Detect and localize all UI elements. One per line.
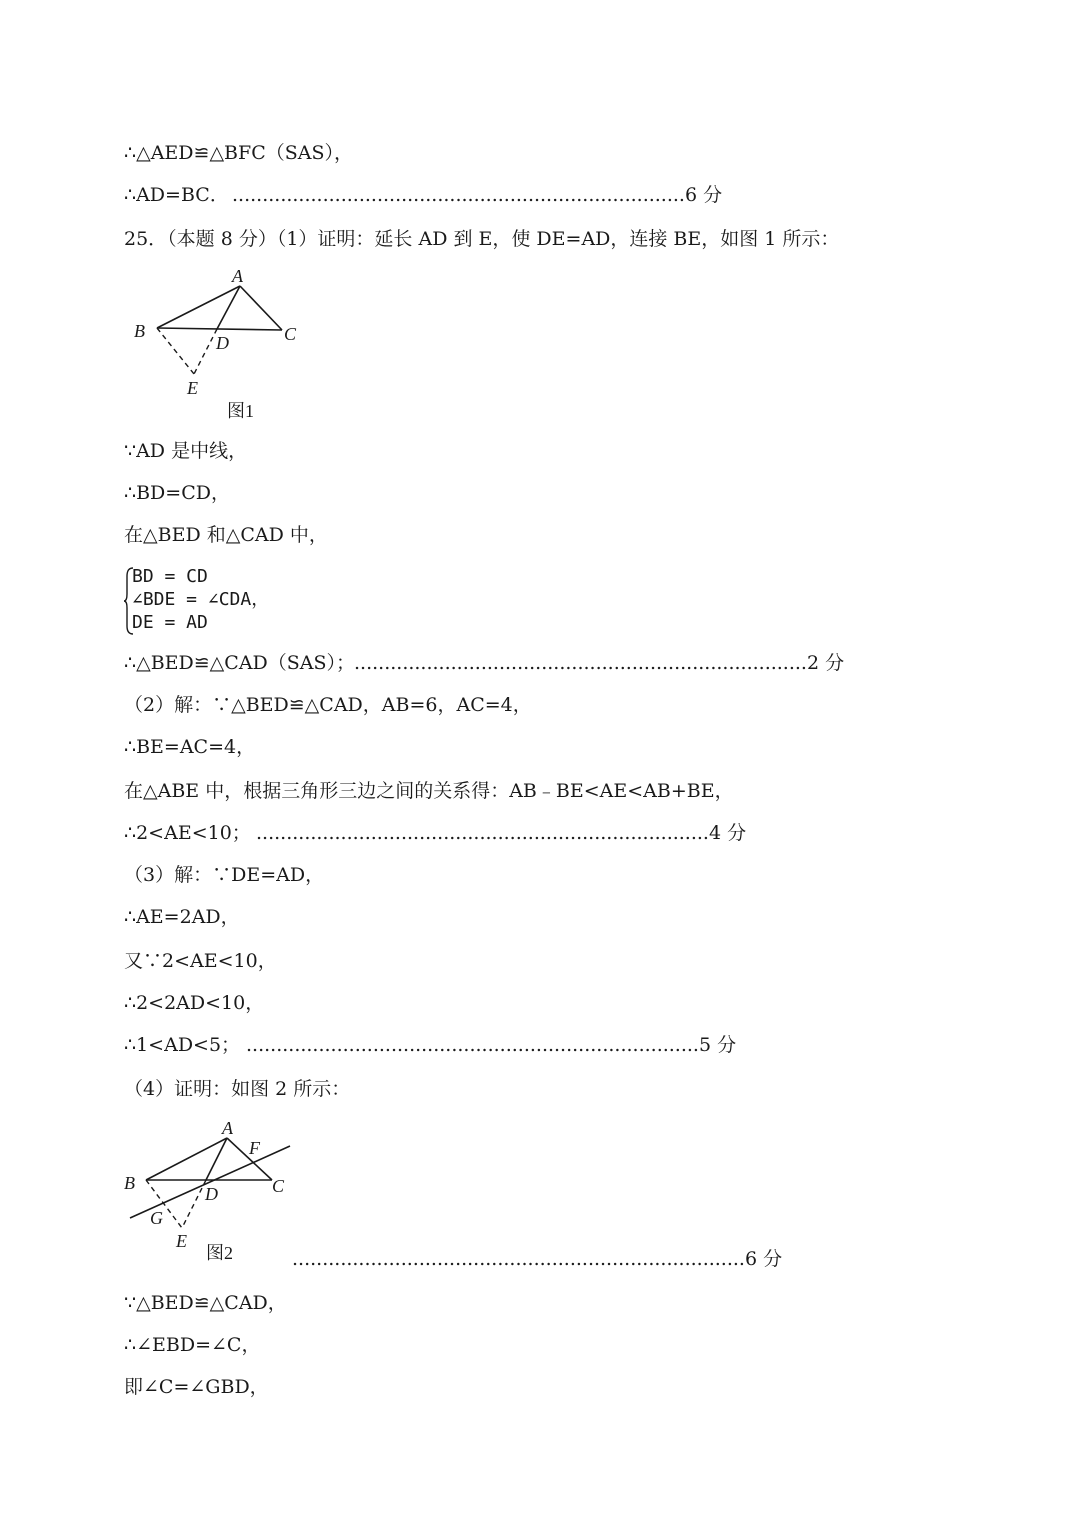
text-line: ∴BE=AC=4， [124,736,256,758]
text-line: ∴AE=2AD， [124,906,240,928]
vertex-label-e: E [176,1231,187,1251]
text-line: ∴2<2AD<10， [124,992,265,1014]
text-line: 即∠C=∠GBD， [124,1376,269,1398]
vertex-label-g: G [150,1208,163,1228]
vertex-label-c: C [272,1176,285,1196]
vertex-label-f: F [249,1138,260,1158]
text-line: （2）解：∵△BED≌△CAD，AB=6，AC=4， [124,694,532,716]
text-line: ∴△AED≌△BFC（SAS）， [124,142,353,164]
equation-line: BD = CD [132,566,208,587]
vertex-label-d: D [205,1184,218,1204]
text-line: ∴2<AE<10； [124,822,251,844]
text-line: 在△ABE 中，根据三角形三边之间的关系得：AB﹣BE<AE<AB+BE， [124,780,734,802]
score-mark: ...........................................................................6 分 [292,1248,783,1270]
text-line: ∴1<AD<5； [124,1034,241,1056]
text-line: 在△BED 和△CAD 中， [124,524,328,546]
vertex-label-a: A [232,266,243,286]
text-line: ∴∠EBD=∠C， [124,1334,261,1356]
figure-caption: 图1 [227,401,254,421]
score-mark: ...........................................................................4 分 [256,822,747,844]
score-mark: ...........................................................................6 分 [232,184,723,206]
vertex-label-b: B [124,1173,135,1193]
text-line: ∵△BED≌△CAD， [124,1292,287,1314]
text-line: （4）证明：如图 2 所示： [124,1078,351,1100]
equation-line: DE = AD [132,612,208,633]
text-line: ∴BD=CD， [124,482,230,504]
vertex-label-c: C [284,324,297,344]
text-line: ∵AD 是中线， [124,440,248,462]
equation-system [124,566,384,636]
vertex-label-b: B [134,321,145,341]
figure-caption: 图2 [206,1243,233,1263]
vertex-label-e: E [187,378,198,398]
text-line: 又∵2<AE<10， [124,950,277,972]
vertex-label-d: D [216,333,229,353]
vertex-label-a: A [222,1118,233,1138]
text-line: （3）解：∵DE=AD， [124,864,325,886]
text-line: ∴△BED≌△CAD（SAS）； [124,652,356,674]
equation-line: ∠BDE = ∠CDA， [132,589,270,610]
figure-1 [124,262,324,422]
text-line: ∴AD=BC． [124,184,229,206]
question-heading: 25．（本题 8 分）（1）证明：延长 AD 到 E，使 DE=AD，连接 BE，如图 1 所示： [124,228,840,250]
score-mark: ...........................................................................5 分 [246,1034,737,1056]
score-mark: ...........................................................................2 分 [354,652,845,674]
